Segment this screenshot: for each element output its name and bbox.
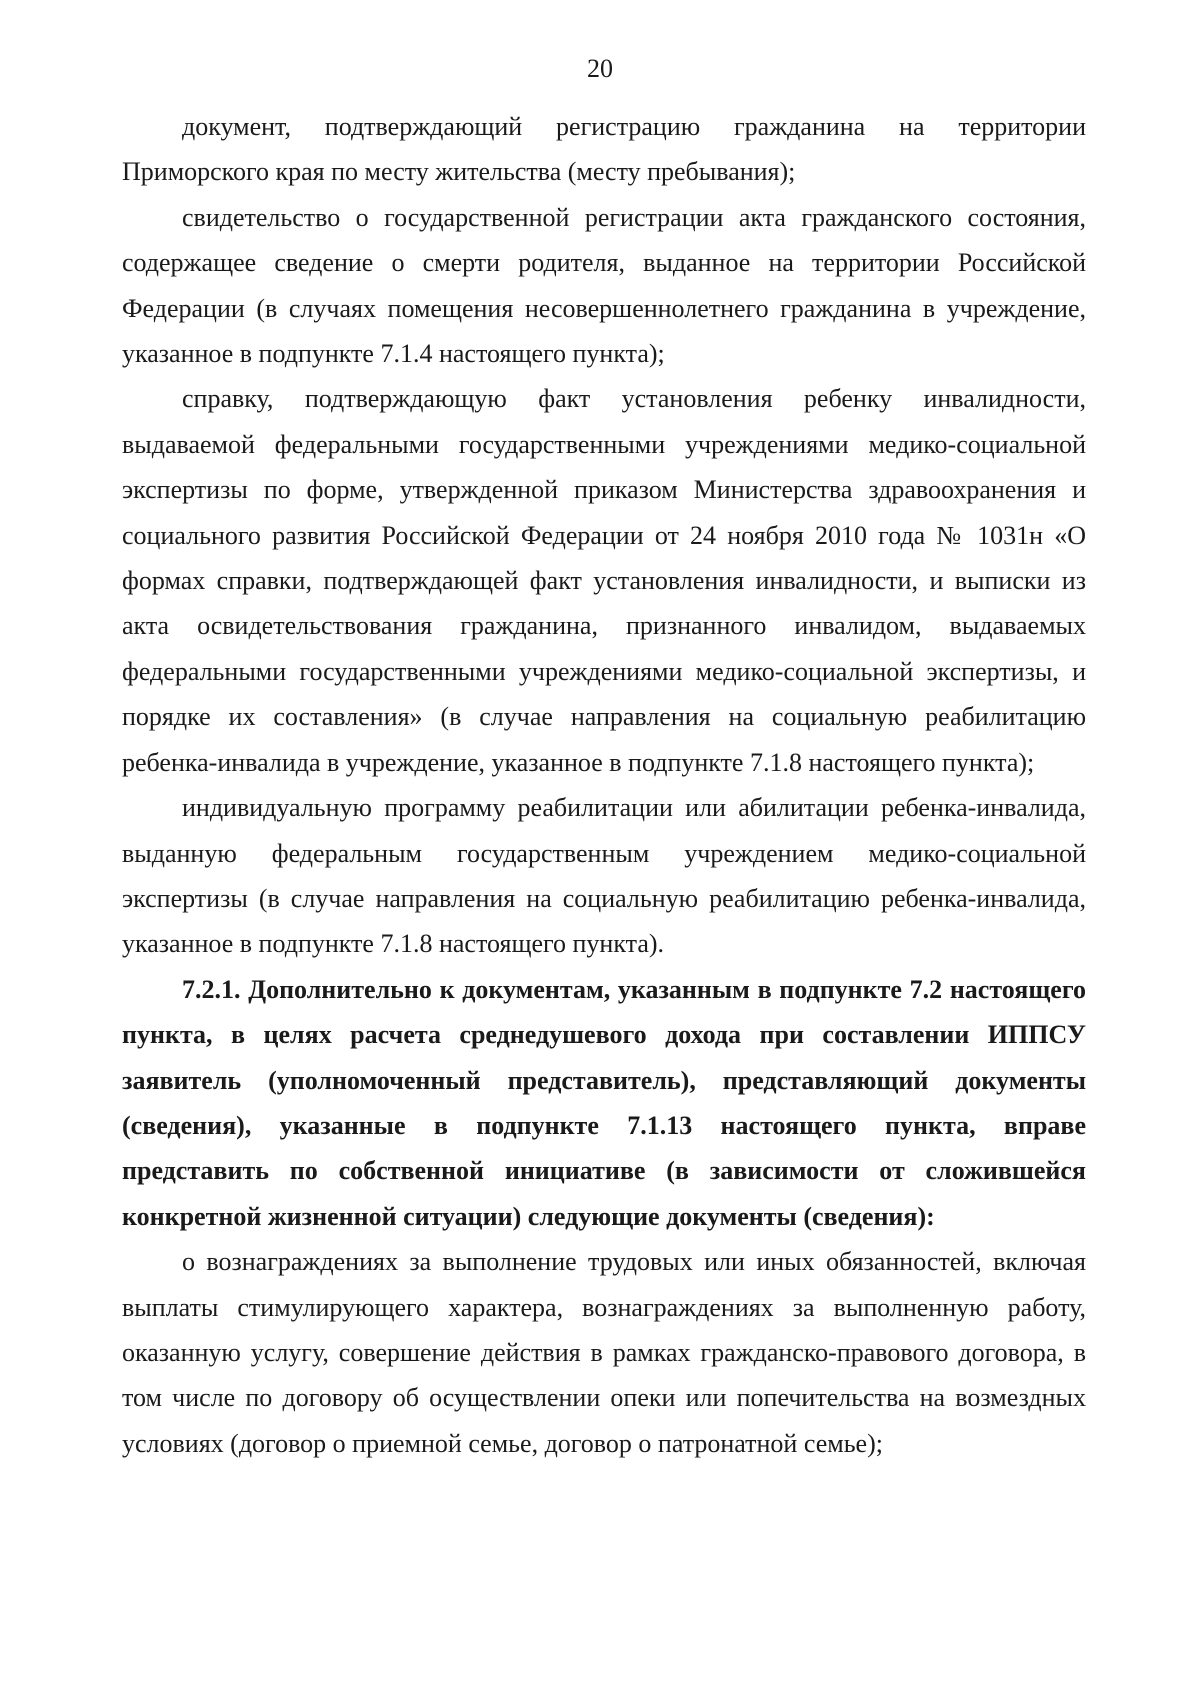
paragraph-rehabilitation-program: индивидуальную программу реабилитации или абилитации ребенка-инвалида, выданную федеральным государственным учреждением медико-социальной экспертизы (в случае направления на социальную реабилитацию ребенка-инвалида, указанное в подпункте 7.1.8 настоящего пункта).	[122, 793, 1086, 959]
paragraph-remuneration: о вознаграждениях за выполнение трудовых или иных обязанностей, включая выплаты стимулирующего характера, вознаграждениях за выполненную работу, оказанную услугу, совершение действия в рамках гражданско-правового договора, в том числе по договору об осуществлении опеки или попечительства на возмездных условиях (договор о приемной семье, договор о патронатной семье);	[122, 1247, 1086, 1458]
paragraph-section-7-2-1: 7.2.1. Дополнительно к документам, указанным в подпункте 7.2 настоящего пункта, в целях расчета среднедушевого дохода при составлении ИППСУ заявитель (уполномоченный представитель), представляющий документы (сведения), указанные в подпункте 7.1.13 настоящего пункта, вправе представить по собственной инициативе (в зависимости от сложившейся конкретной жизненной ситуации) следующие документы (сведения):	[122, 974, 1086, 1231]
paragraph-registration-document: документ, подтверждающий регистрацию гражданина на территории Приморского края по месту жительства (месту пребывания);	[122, 112, 1086, 187]
paragraph-death-certificate: свидетельство о государственной регистрации акта гражданского состояния, содержащее сведение о смерти родителя, выданное на территории Российской Федерации (в случаях помещения несовершеннолетнего гражданина в учреждение, указанное в подпункте 7.1.4 настоящего пункта);	[122, 202, 1086, 369]
page-number: 20	[587, 54, 613, 83]
document-body	[122, 104, 1086, 1466]
paragraph-disability-certificate: справку, подтверждающую факт установления ребенку инвалидности, выдаваемой федеральными государственными учреждениями медико-социальной экспертизы по форме, утвержденной приказом Министерства здравоохранения и социального развития Российской Федерации от 24 ноября 2010 года № 1031н «О формах справки, подтверждающей факт установления инвалидности, и выписки из акта освидетельствования гражданина, признанного инвалидом, выдаваемых федеральными государственными учреждениями медико-социальной экспертизы, и порядке их составления» (в случае направления на социальную реабилитацию ребенка-инвалида в учреждение, указанное в подпункте 7.1.8 настоящего пункта);	[122, 384, 1086, 777]
